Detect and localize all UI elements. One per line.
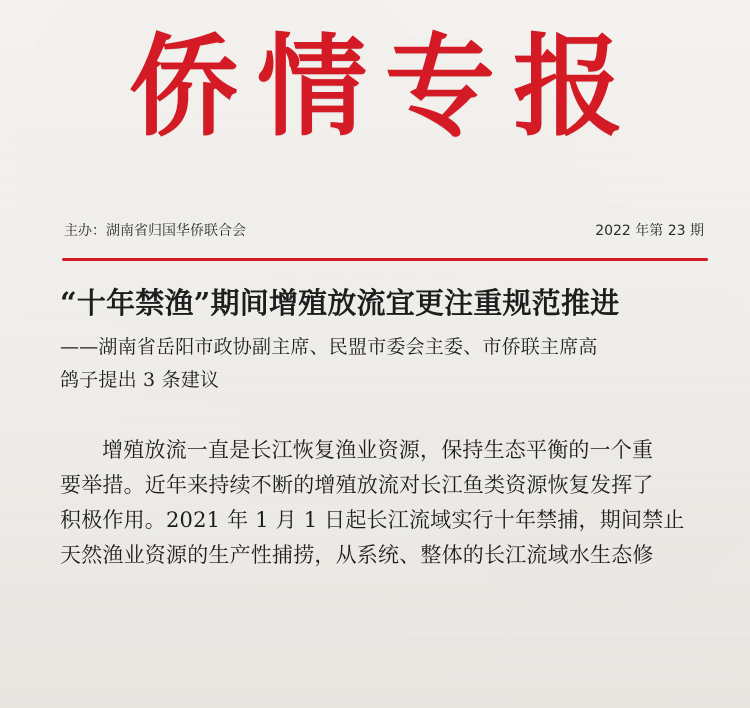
article-headline: “十年禁渔”期间增殖放流宜更注重规范推进 [60,286,620,320]
sponsor-line: 主办：湖南省归国华侨联合会 [64,223,246,239]
masthead-title: 侨情专报 [129,22,641,151]
red-divider [62,258,708,261]
body-line-2: 要举措。近年来持续不断的增殖放流对长江鱼类资源恢复发挥了 [60,473,654,497]
subhead-line-2: 鸽子提出 3 条建议 [60,369,220,391]
article [60,285,710,573]
masthead [0,22,750,152]
article-subhead [60,331,710,397]
body-line-3: 积极作用。2021 年 1 月 1 日起长江流域实行十年禁捕，期间禁止 [60,508,685,532]
issue-meta [64,221,704,241]
body-line-1: 增殖放流一直是长江恢复渔业资源，保持生态平衡的一个重 [102,438,654,462]
subhead-line-1: ——湖南省岳阳市政协副主席、民盟市委会主委、市侨联主席高 [60,336,598,358]
issue-number: 2022 年第 23 期 [595,223,704,239]
article-body [60,433,710,573]
body-line-4: 天然渔业资源的生产性捕捞，从系统、整体的长江流域水生态修 [60,543,654,567]
